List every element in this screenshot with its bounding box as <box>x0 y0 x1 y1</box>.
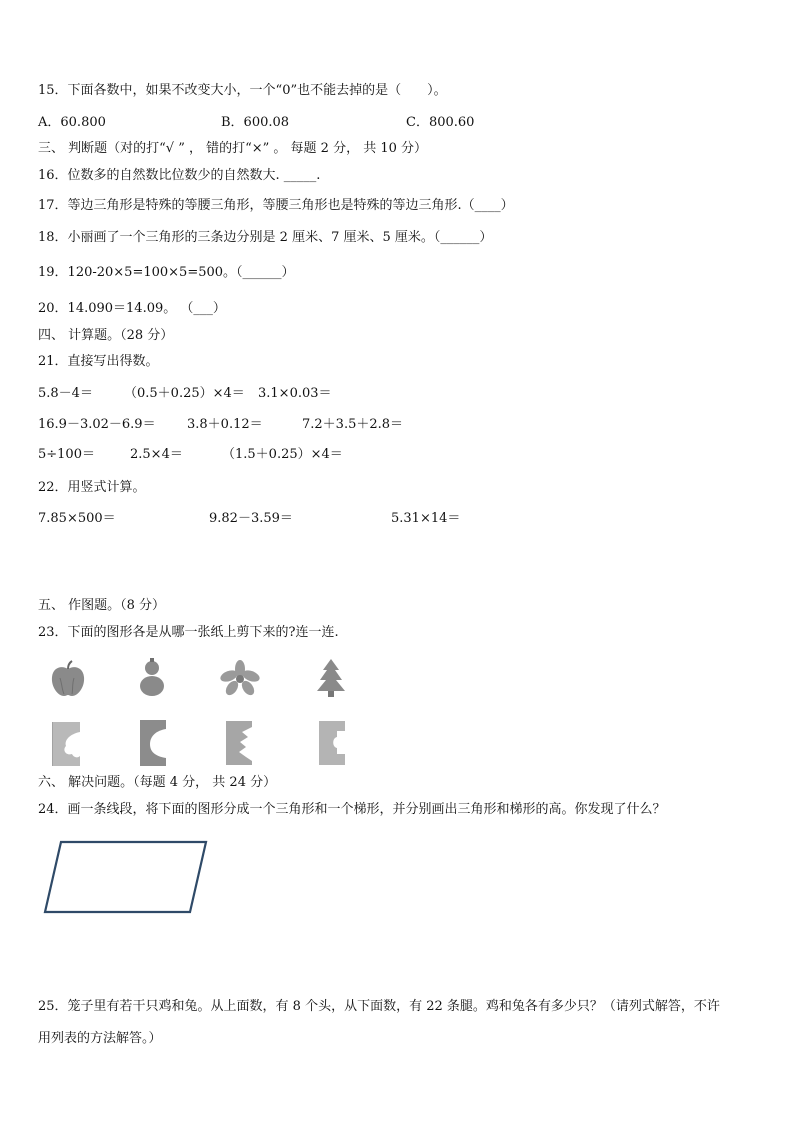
q21-expr: （1.5＋0.25）×4＝ <box>222 447 343 462</box>
q15-stem: 15．下面各数中，如果不改变大小，一个“0”也不能去掉的是（ ）。 <box>38 83 447 98</box>
q18: 18．小丽画了一个三角形的三条边分别是 2 厘米、7 厘米、5 厘米。（______） <box>38 230 493 245</box>
q24: 24．画一条线段，将下面的图形分成一个三角形和一个梯形，并分别画出三角形和梯形的高。你发现了什么？ <box>38 802 666 817</box>
q16: 16．位数多的自然数比位数少的自然数大. _____. <box>38 168 321 183</box>
q21-expr: 7.2＋3.5＋2.8＝ <box>302 417 404 432</box>
q22-item: 7.85×500＝ <box>38 511 116 526</box>
q15-option-a[interactable]: A．60.800 <box>38 115 106 130</box>
section5-title: 五、 作图题。（8 分） <box>38 598 166 613</box>
q15-option-c[interactable]: C．800.60 <box>406 115 475 130</box>
flower-shape-icon[interactable] <box>220 660 260 696</box>
q15-option-b[interactable]: B．600.08 <box>221 115 290 130</box>
paper-with-zigzag-cutout-icon[interactable] <box>226 721 252 765</box>
paper-with-leaf-cutout-icon[interactable] <box>52 722 80 766</box>
q22-item: 5.31×14＝ <box>391 511 461 526</box>
q21-expr: 3.8＋0.12＝ <box>187 417 263 432</box>
section3-title: 三、 判断题（对的打“√ ” ， 错的打“×” 。 每题 2 分， 共 10 分） <box>38 141 428 156</box>
q25-line1: 25．笼子里有若干只鸡和兔。从上面数，有 8 个头，从下面数，有 22 条腿。鸡和兔各有多少只？（请列式解答，不许 <box>38 999 720 1014</box>
q21-stem: 21．直接写出得数。 <box>38 354 159 369</box>
q19: 19．120-20×5=100×5=500。（______） <box>38 265 295 280</box>
q17: 17．等边三角形是特殊的等腰三角形，等腰三角形也是特殊的等边三角形.（____） <box>38 198 514 213</box>
q21-expr: 2.5×4＝ <box>130 447 183 462</box>
tree-shape-icon[interactable] <box>316 658 346 698</box>
paper-with-notch-cutout-icon[interactable] <box>319 721 345 765</box>
apple-shape-icon[interactable] <box>48 660 88 700</box>
q22-stem: 22．用竖式计算。 <box>38 480 146 495</box>
q21-expr: （0.5＋0.25）×4＝ <box>124 386 245 401</box>
q25-line2: 用列表的方法解答。） <box>38 1031 162 1046</box>
paper-with-half-circle-cutout-icon[interactable] <box>140 720 166 766</box>
section4-title: 四、 计算题。（28 分） <box>38 328 174 343</box>
q20: 20．14.090＝14.09。 （___） <box>38 301 226 316</box>
q23-stem: 23．下面的图形各是从哪一张纸上剪下来的?连一连. <box>38 625 339 640</box>
q21-expr: 3.1×0.03＝ <box>258 386 332 401</box>
q22-item: 9.82－3.59＝ <box>209 511 293 526</box>
gourd-shape-icon[interactable] <box>135 658 169 698</box>
parallelogram-figure[interactable] <box>40 838 212 918</box>
section6-title: 六、 解决问题。（每题 4 分， 共 24 分） <box>38 775 277 790</box>
q21-expr: 5÷100＝ <box>38 447 95 462</box>
q21-expr: 5.8－4＝ <box>38 386 93 401</box>
q21-expr: 16.9－3.02－6.9＝ <box>38 417 156 432</box>
